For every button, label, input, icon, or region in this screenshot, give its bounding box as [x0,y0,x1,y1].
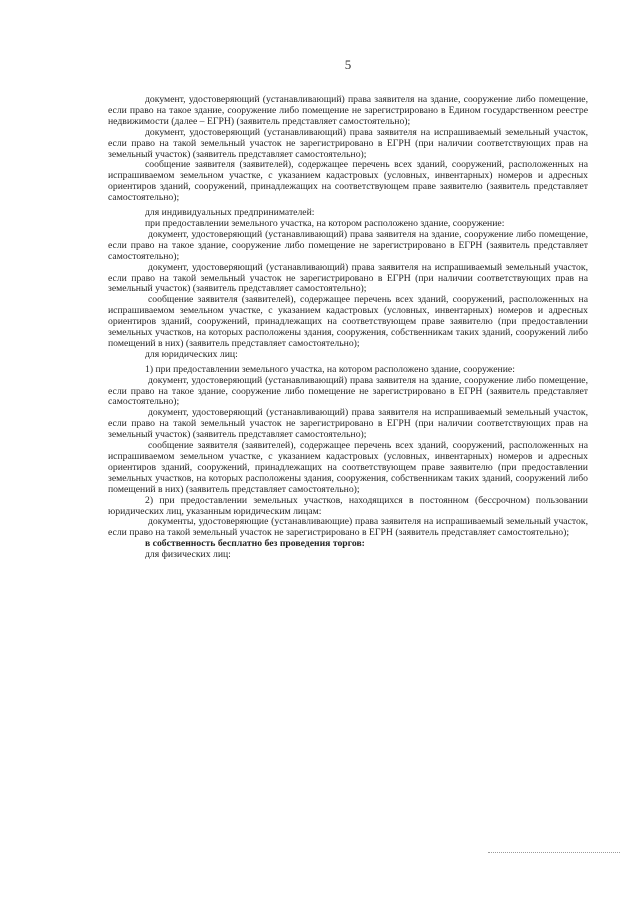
section-heading: для индивидуальных предпринимателей: [145,207,315,219]
paragraph: документ, удостоверяющий (устанавливающий) права заявителя на здание, сооружение либо помещение, если право на такое здание, сооружение либо помещение не зарегистрировано в ЕГРН (заявитель представляет самостоятельно); [108,374,588,408]
paragraph: сообщение заявителя (заявителей), содержащее перечень всех зданий, сооружений, расположенных на испрашиваемом земельном участке, с указанием кадастровых (условных, инвентарных) номеров и адресных ориентиров зданий, сооружений, принадлежащих на соответствующем праве заявителю (при предоставлении земельных участков, на которых расположены здания, сооружения, собственникам таких зданий, сооружений либо помещений в них) (заявитель представляет самостоятельно); [108,440,588,495]
page-number: 5 [344,57,352,72]
paragraph: документы, удостоверяющие (устанавливающие) права заявителя на испрашиваемый земельный участок, если право на такой земельный участок не зарегистрировано в ЕГРН (заявитель представляет самостоятельно); [108,516,588,539]
paragraph: 2) при предоставлении земельных участков, находящихся в постоянном (бессрочном) пользовании юридических лиц, указанным юридическим лицам: [108,494,588,517]
section-heading: в собственность бесплатно без проведения торгов: [145,538,365,550]
paragraph: для физических лиц: [145,549,231,561]
paragraph: 1) при предоставлении земельного участка, на котором расположено здание, сооружение: [145,363,515,375]
paragraph: документ, удостоверяющий (устанавливающий) права заявителя на испрашиваемый земельный участок, если право на такой земельный участок не зарегистрировано в ЕГРН (при наличии соответствующих прав на земельный участок) (заявитель представляет самостоятельно); [108,407,588,441]
section-heading: для юридических лиц: [145,348,238,360]
document-page [108,58,588,561]
paragraph: сообщение заявителя (заявителей), содержащее перечень всех зданий, сооружений, расположенных на испрашиваемом земельном участке, с указанием кадастровых (условных, инвентарных) номеров и адресных ориентиров зданий, сооружений, принадлежащих на соответствующем праве заявителю (заявитель представляет самостоятельно); [108,159,588,204]
paragraph: документ, удостоверяющий (устанавливающий) права заявителя на здание, сооружение либо помещение, если право на такое здание, сооружение либо помещение не зарегистрировано в ЕГРН (заявитель представляет самостоятельно); [108,228,588,262]
paragraph: документ, удостоверяющий (устанавливающий) права заявителя на испрашиваемый земельный участок, если право на такой земельный участок не зарегистрировано в ЕГРН (при наличии соответствующих прав на земельный участок) (заявитель представляет самостоятельно); [108,261,588,295]
paragraph: документ, удостоверяющий (устанавливающий) права заявителя на испрашиваемый земельный участок, если право на такой земельный участок не зарегистрировано в ЕГРН (при наличии соответствующих прав на земельный участок) (заявитель представляет самостоятельно); [108,126,588,160]
paragraph: сообщение заявителя (заявителей), содержащее перечень всех зданий, сооружений, расположенных на испрашиваемом земельном участке, с указанием кадастровых (условных, инвентарных) номеров и адресных ориентиров зданий, сооружений, принадлежащих на соответствующем праве заявителю (при предоставлении земельных участков, на которых расположены здания, сооружения, собственникам таких зданий, сооружений либо помещений в них) (заявитель представляет самостоятельно); [108,294,588,349]
paragraph: при предоставлении земельного участка, на котором расположено здание, сооружение: [145,217,505,229]
paragraph: документ, удостоверяющий (устанавливающий) права заявителя на здание, сооружение либо помещение, если право на такое здание, сооружение либо помещение не зарегистрировано в Едином государственном реестре недвижимости (далее – ЕГРН) (заявитель представляет самостоятельно); [108,94,588,127]
scan-dotted-mark [488,852,620,853]
